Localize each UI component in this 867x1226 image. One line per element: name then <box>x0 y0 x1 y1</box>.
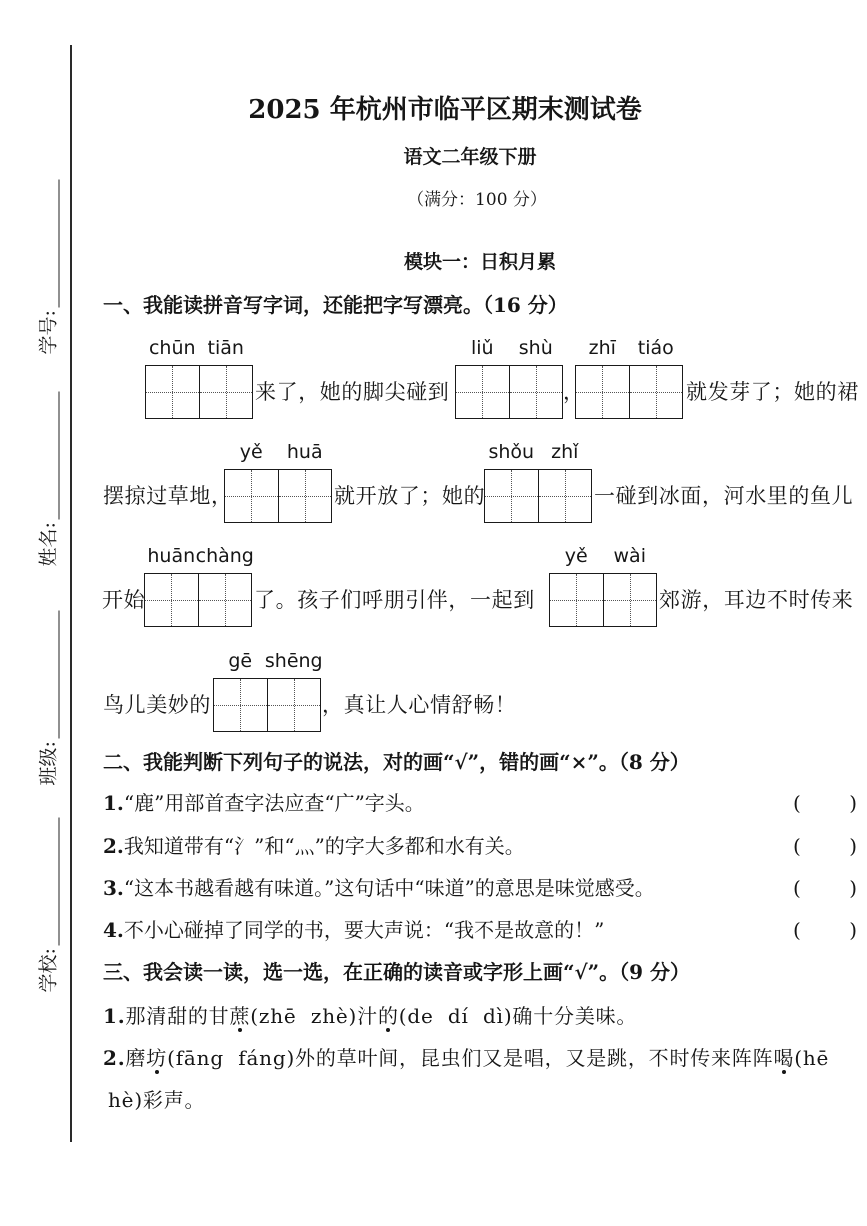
school-line[interactable] <box>43 818 60 946</box>
item-text: “鹿”用部首查字法应查“广”字头。 <box>123 791 425 815</box>
pinyin-label: shēng <box>264 650 323 672</box>
writing-grid-4[interactable] <box>224 441 332 523</box>
answer-blank-3[interactable] <box>793 875 857 901</box>
name-field[interactable] <box>36 392 60 567</box>
student-id-line[interactable] <box>43 180 60 308</box>
writing-grid-8[interactable] <box>213 650 323 732</box>
writing-cell[interactable] <box>146 337 199 418</box>
pinyin-label: tiáo <box>637 337 674 359</box>
passage-segment: 郊游，耳边不时传来 <box>659 588 854 612</box>
paren-open: ( <box>793 834 801 858</box>
writing-cell[interactable] <box>145 545 198 626</box>
pinyin-label: gē <box>228 650 253 672</box>
writing-grid-5[interactable] <box>484 441 592 523</box>
paren-close: ) <box>849 791 857 815</box>
answer-blank-1[interactable] <box>793 790 857 816</box>
writing-cell[interactable] <box>485 441 538 522</box>
writing-cell[interactable] <box>509 337 563 418</box>
name-label: 姓名: <box>37 522 60 567</box>
pinyin-label: liǔ <box>470 337 494 359</box>
judgement-item-3 <box>103 875 655 901</box>
item-number: 3. <box>103 876 124 900</box>
item-number: 2. <box>103 1046 126 1070</box>
class-line[interactable] <box>43 611 60 739</box>
pinyin-label: huā <box>286 441 323 463</box>
writing-cell[interactable] <box>225 441 278 522</box>
passage-segment: 开始 <box>102 588 146 612</box>
answer-blank-4[interactable] <box>793 917 857 943</box>
paren-open: ( <box>793 791 801 815</box>
paren-open: ( <box>793 876 801 900</box>
item-text: 不小心碰掉了同学的书，要大声说：“我不是故意的！” <box>123 918 605 942</box>
name-line[interactable] <box>43 392 60 520</box>
reading-item-1 <box>103 1003 637 1029</box>
school-label: 学校: <box>37 948 60 993</box>
writing-cell[interactable] <box>538 441 592 522</box>
pinyin-label: zhǐ <box>551 441 579 463</box>
pinyin-choice[interactable]: (zhē zhè)汁 <box>250 1004 378 1028</box>
pinyin-label: shù <box>518 337 553 359</box>
pinyin-choice[interactable]: (hē <box>794 1046 830 1070</box>
judgement-item-2 <box>103 833 525 859</box>
item-text: 磨 <box>125 1046 147 1070</box>
pinyin-label: yě <box>564 545 588 567</box>
school-field[interactable] <box>36 818 60 993</box>
writing-cell[interactable] <box>264 650 323 731</box>
reading-item-2-continuation[interactable]: hè)彩声。 <box>108 1088 206 1112</box>
paren-close: ) <box>849 918 857 942</box>
writing-cell[interactable] <box>199 337 253 418</box>
writing-cell[interactable] <box>456 337 509 418</box>
student-id-field[interactable] <box>36 180 60 355</box>
section1-heading: 一、我能读拼音写字词，还能把字写漂亮。（16 分） <box>103 293 568 317</box>
writing-grid-7[interactable] <box>549 545 657 627</box>
dotted-character: 的 <box>377 1004 399 1028</box>
dotted-character: 坊 <box>146 1046 168 1070</box>
dotted-character: 喝 <box>773 1046 795 1070</box>
section3-heading: 三、我会读一读，选一选，在正确的读音或字形上画“√”。（9 分） <box>103 960 691 984</box>
full-score: （满分：100 分） <box>407 190 547 210</box>
passage-segment: ， <box>563 380 585 404</box>
pinyin-label: zhī <box>588 337 616 359</box>
writing-cell[interactable] <box>576 337 629 418</box>
class-field[interactable] <box>36 611 60 786</box>
writing-cell[interactable] <box>278 441 332 522</box>
class-label: 班级: <box>37 741 60 786</box>
writing-cell[interactable] <box>195 545 254 626</box>
passage-segment: 就开放了；她的 <box>334 484 486 508</box>
pinyin-choice[interactable]: (de dí dì)确十分美味。 <box>398 1004 638 1028</box>
writing-cell[interactable] <box>629 337 683 418</box>
section2-heading: 二、我能判断下列句子的说法，对的画“√”，错的画“×”。（8 分） <box>103 750 690 774</box>
binding-rule <box>70 45 72 1142</box>
writing-grid-6[interactable] <box>144 545 254 627</box>
exam-subtitle: 语文二年级下册 <box>403 146 537 168</box>
item-number: 4. <box>103 918 124 942</box>
writing-grid-2[interactable] <box>455 337 563 419</box>
writing-cell[interactable] <box>214 650 267 731</box>
item-number: 2. <box>103 834 124 858</box>
paren-close: ) <box>849 876 857 900</box>
paren-close: ) <box>849 834 857 858</box>
pinyin-choice[interactable]: (fāng fáng)外的草叶间，昆虫们又是唱，又是跳，不时传来阵阵 <box>167 1046 774 1070</box>
exam-title: 2025 年杭州市临平区期末测试卷 <box>248 95 642 125</box>
pinyin-label: huān <box>147 545 196 567</box>
writing-grid-1[interactable] <box>145 337 253 419</box>
writing-grid-3[interactable] <box>575 337 683 419</box>
passage-segment: 鸟儿美妙的 <box>103 693 211 717</box>
dotted-character: 蔗 <box>229 1004 251 1028</box>
passage-segment: 摆掠过草地， <box>103 484 233 508</box>
answer-blank-2[interactable] <box>793 833 857 859</box>
passage-segment: ，真让人心情舒畅！ <box>322 693 517 717</box>
pinyin-label: shǒu <box>488 441 535 463</box>
pinyin-label: chūn <box>148 337 196 359</box>
item-number: 1. <box>103 1004 126 1028</box>
passage-segment: 了。孩子们呼朋引伴，一起到 <box>254 588 535 612</box>
judgement-item-4 <box>103 917 604 943</box>
pinyin-label: chàng <box>195 545 254 567</box>
student-id-label: 学号: <box>37 310 60 355</box>
writing-cell[interactable] <box>603 545 657 626</box>
reading-item-2 <box>103 1045 829 1071</box>
item-text: 那清甜的甘 <box>125 1004 230 1028</box>
pinyin-label: wài <box>613 545 646 567</box>
item-text: “这本书越看越有味道。”这句话中“味道”的意思是味觉感受。 <box>123 876 655 900</box>
judgement-item-1 <box>103 790 425 816</box>
item-number: 1. <box>103 791 124 815</box>
paren-open: ( <box>793 918 801 942</box>
passage-segment: 一碰到冰面，河水里的鱼儿 <box>594 484 854 508</box>
pinyin-label: yě <box>239 441 263 463</box>
passage-segment: 就发芽了；她的裙 <box>686 380 859 404</box>
passage-segment: 来了，她的脚尖碰到 <box>255 380 450 404</box>
writing-cell[interactable] <box>550 545 603 626</box>
module-title: 模块一：日积月累 <box>403 251 556 273</box>
pinyin-label: tiān <box>207 337 244 359</box>
item-text: 我知道带有“氵”和“灬”的字大多都和水有关。 <box>123 834 525 858</box>
